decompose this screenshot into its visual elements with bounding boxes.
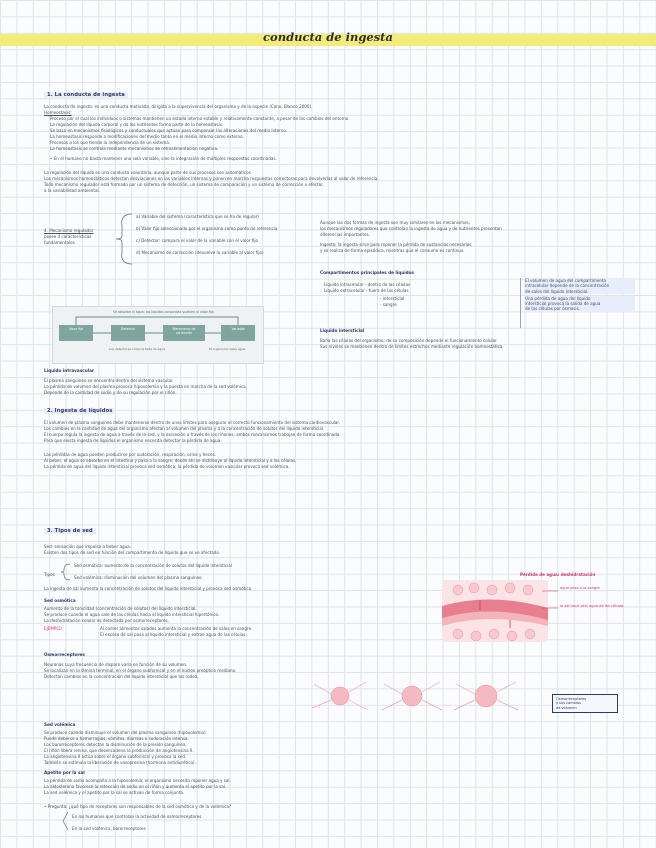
liquid-heading: Líquido intravascular bbox=[44, 368, 94, 373]
diagram-arrows bbox=[53, 307, 263, 363]
sec1-line: • En el humano no basta mantener una sola variable, sino la integración de múltiples respuestas coordinadas. bbox=[50, 156, 277, 161]
sodium-heading: Apetito por la sal bbox=[44, 770, 85, 775]
sec1-line: Los mecanismos homeostáticos detectan desviaciones en las variables internas y ponen en marcha respuestas correctoras para devolverlas al valor de referencia. bbox=[44, 176, 379, 181]
volemic-line: Puede deberse a hemorragias, vómitos, diarreas o sudoración intensa. bbox=[44, 736, 189, 741]
sec3-line: Sed: sensación que impulsa a beber agua. bbox=[44, 544, 132, 549]
regulator-right-line: y se realiza de forma episódica, mientras que el consumo es continuo. bbox=[320, 248, 465, 253]
regulator-label: 4. Mecanismo regulador bbox=[44, 228, 94, 233]
compartments-heading: Compartimentos principales de líquidos bbox=[320, 270, 415, 275]
arrow-icon bbox=[538, 588, 560, 612]
diagram-node: Variable bbox=[221, 325, 255, 341]
compartment-line: Líquido intracelular - dentro de las células bbox=[324, 282, 411, 287]
side-note-line: El volumen de agua del compartimento bbox=[525, 278, 635, 283]
figure-label: agua pasa a la sangre bbox=[560, 586, 600, 590]
sec2-line: Para que exista ingesta de líquidos el organismo necesita detectar la pérdida de agua. bbox=[44, 438, 222, 443]
volemic-heading: Sed volémica bbox=[44, 722, 76, 727]
sec3-line: Existen dos tipos de sed en función del compartimento de líquido que se ve afectado. bbox=[44, 550, 221, 555]
osmoreceptor-line: Detectan cambios en la concentración del líquido intersticial que los rodea. bbox=[44, 674, 199, 679]
volemic-line: También se estimula la liberación de vasopresina (hormona antidiurética). bbox=[44, 760, 196, 765]
regulator-right-line: diferencias importantes. bbox=[320, 232, 370, 237]
diagram-node: Detector bbox=[111, 325, 145, 341]
osmotic-heading: Sed osmótica bbox=[44, 598, 76, 603]
sec1-line: Proceso por el cual los individuos o sistemas mantienen un estado interno estable y relativamente constante, a pesar de los cambios del entorno. bbox=[50, 116, 350, 121]
box-line: Osmorreceptores bbox=[556, 697, 587, 701]
volemic-line: Se produce cuando disminuye el volumen del plasma sanguíneo (hipovolemia). bbox=[44, 730, 207, 735]
osmotic-line: La deshidratación celular es detectada por osmorreceptores. bbox=[44, 618, 169, 623]
page-title: conducta de ingesta bbox=[263, 30, 393, 44]
side-note-line: Una pérdida de agua del líquido bbox=[525, 296, 635, 301]
diagram-node: Valor fijo bbox=[59, 325, 93, 341]
regulator-right-line: Ingesta: la ingesta sirve para reponer la pérdida de sustancias necesarias bbox=[320, 242, 472, 247]
volemic-line: Los barorreceptores detectan la disminución de la presión sanguínea. bbox=[44, 742, 187, 747]
regulator-item: b) Valor fijo seleccionado por el organismo como punto de referencia bbox=[136, 226, 278, 231]
sec1-line: La homeostasis responde a modificaciones del medio tanto en el medio interno como externo. bbox=[50, 134, 244, 139]
example-line: El exceso de sal pasa al líquido intersticial y extrae agua de las células. bbox=[100, 632, 247, 637]
brace-icon bbox=[60, 562, 72, 582]
regulator-item: c) Detector: compara el valor de la variable con el valor fijo bbox=[136, 238, 259, 243]
sodium-line: La aldosterona favorece la retención de sodio en el riñón y aumenta el apetito por la sal. bbox=[44, 784, 227, 789]
sec1-line: Todo mecanismo regulador está formado por un sistema de detección, un sistema de comparación y un sistema de corrección o efector. bbox=[44, 182, 324, 187]
brace-icon bbox=[60, 810, 70, 832]
sec1-line: La regulación del líquido corporal y de los nutrientes forma parte de la homeostasis. bbox=[50, 122, 224, 127]
side-note-line: intracelular depende de la concentración bbox=[525, 283, 635, 288]
diagram-bottom-note: Los detectores notan la falta de agua bbox=[109, 347, 166, 351]
sec1-line: La conducta de ingesta: es una conducta motivada, dirigida a la supervivencia del organismo y de la especie (Cano, Blanco 2000). bbox=[44, 104, 313, 109]
compartment-line: Líquido extracelular - fuera de las células bbox=[324, 288, 409, 293]
answer-line: En los humanos que controlan la actividad de osmorreceptores bbox=[72, 814, 202, 819]
cell-dehydration-figure bbox=[440, 578, 550, 644]
figure-label: la sal hace salir agua de las células bbox=[560, 604, 624, 608]
box-line: y sus cambios bbox=[556, 701, 581, 706]
sec2-line: La pérdida de agua del líquido intersticial provoca sed osmótica; la pérdida de volumen vascular provoca sed volémica. bbox=[44, 464, 290, 469]
sec1-line: Homeostasis: bbox=[44, 110, 72, 115]
homeostasis-diagram bbox=[52, 306, 264, 364]
sec2-line: Los cambios en la cantidad de agua del organismo afectan al volumen del plasma y a la concentración de solutos del líquido intersticial. bbox=[44, 426, 325, 431]
figure-caption: Pérdida de agua: deshidratación bbox=[520, 572, 596, 577]
sec3-after: La ingesta de sal aumenta la concentración de solutos del líquido intersticial y provoca sed osmótica. bbox=[44, 586, 253, 591]
type-item: Sed osmótica: aumento de la concentración de solutos del líquido intersticial bbox=[74, 563, 232, 568]
box-line: de volumen bbox=[556, 705, 577, 710]
brace-icon bbox=[114, 212, 134, 266]
example-label: EJEMPLO bbox=[44, 626, 62, 631]
liquid-line: El plasma sanguíneo se encuentra dentro del sistema vascular. bbox=[44, 378, 174, 383]
side-note-line: de las células por ósmosis. bbox=[525, 306, 635, 311]
sec1-line: Se basa en mecanismos fisiológicos y conductuales que actúan para compensar las alteraciones del medio interno. bbox=[50, 128, 288, 133]
sec2-line: El cuerpo regula la ingesta de agua a través de la sed, y la excreción a través de los riñones; ambos mecanismos trabajan de forma coordinada. bbox=[44, 432, 341, 437]
sec2-line: Las pérdidas de agua pueden producirse por sudoración, respiración, orina y heces. bbox=[44, 452, 217, 457]
diagram-node: Mecanismo de corrección bbox=[163, 325, 205, 341]
regulator-label: fundamentales bbox=[44, 240, 75, 245]
section-heading-3: 3. Tipos de sed bbox=[44, 528, 96, 534]
sodium-line: La sed volémica y el apetito por la sal se activan de forma conjunta. bbox=[44, 790, 185, 795]
osmotic-line: Se produce cuando el agua sale de las células hacia el líquido intersticial hipertónico. bbox=[44, 612, 220, 617]
intersticial-line: Sus niveles se mantienen dentro de límites estrechos mediante regulación homeostática. bbox=[320, 344, 504, 349]
volemic-line: La angiotensina II actúa sobre el órgano subfornical y provoca la sed. bbox=[44, 754, 187, 759]
intersticial-heading: Líquido intersticial bbox=[320, 328, 365, 333]
diagram-top-note: Se absorbe el agua: los líquidos corporales vuelven al valor fijo bbox=[113, 310, 214, 314]
type-item: Sed volémica: disminución del volumen del plasma sanguíneo bbox=[74, 575, 202, 580]
compartment-line: - sangre bbox=[380, 302, 397, 307]
sec2-line: Al beber, el agua se absorbe en el intestino y pasa a la sangre; desde ahí se distribuye al líquido intersticial y a las células. bbox=[44, 458, 297, 463]
regulator-right-line: los mecanismos reguladores que controlan la ingesta de agua y de nutrientes presentan bbox=[320, 226, 502, 231]
regulator-item: a) Variable del sistema (característica que se ha de regular) bbox=[136, 214, 259, 219]
regulator-label: posee 4 características bbox=[44, 234, 92, 239]
compartments-side-note bbox=[520, 278, 637, 328]
osmoreceptor-line: Neuronas cuya frecuencia de disparo varía en función de su volumen. bbox=[44, 662, 188, 667]
intersticial-line: Baña las células del organismo; de su composición depende el funcionamiento celular. bbox=[320, 338, 498, 343]
liquid-line: La pérdida de volumen del plasma provoca hipovolemia y la puesta en marcha de la sed volémica. bbox=[44, 384, 247, 389]
side-note-line: de sales del líquido intersticial. bbox=[525, 289, 635, 294]
sec2-line: El volumen de plasma sanguíneo debe mantenerse dentro de unos límites para asegurar el correcto funcionamiento del sistema cardiovascular. bbox=[44, 420, 341, 425]
regulator-item: d) Mecanismo de corrección (devuelve la variable al valor fijo) bbox=[136, 250, 264, 255]
section-heading-1: 1. La conducta de ingesta bbox=[44, 92, 128, 98]
types-label: Tipos bbox=[44, 572, 55, 577]
volemic-line: El riñón libera renina, que desencadena la producción de angiotensina II. bbox=[44, 748, 194, 753]
liquid-line: Depende de la cantidad de sodio y de su regulación por el riñón. bbox=[44, 390, 177, 395]
osmoreceptor-line: Se localizan en la lámina terminal, en el órgano subfornical y en el núcleo preóptico mediano. bbox=[44, 668, 237, 673]
osmoreceptors-box bbox=[552, 694, 618, 713]
section-heading-2: 2. Ingesta de líquidos bbox=[44, 408, 115, 414]
regulator-right-line: Aunque las dos formas de ingesta son muy similares en los mecanismos, bbox=[320, 220, 470, 225]
sec1-line: Procesos a los que tiende la independencia de un sistema. bbox=[50, 140, 171, 145]
osmotic-line: Aumento de la tonicidad (concentración de solutos) del líquido intersticial. bbox=[44, 606, 197, 611]
side-note-line: intersticial provoca la salida de agua bbox=[525, 301, 635, 306]
sodium-line: La pérdida de sodio acompaña a la hipovolemia; el organismo necesita reponer agua y sal. bbox=[44, 778, 231, 783]
sec1-line: La homeostasis se controla mediante mecanismos de retroalimentación negativa. bbox=[50, 146, 219, 151]
osmoreceptors-heading: Osmorreceptores bbox=[44, 652, 85, 657]
answer-line: En la sed volémica, barorreceptores bbox=[72, 826, 146, 831]
question: • Pregunta: ¿qué tipo de receptores son responsables de la sed osmótica y de la volémica? bbox=[44, 804, 232, 809]
sec1-line: La regulación del líquido es una conducta voluntaria, aunque parte de sus procesos son automáticos. bbox=[44, 170, 253, 175]
sec1-line: a la variabilidad ambiental. bbox=[44, 188, 100, 193]
neuron-figure bbox=[300, 676, 530, 718]
diagram-bottom-note: El organismo bebe agua bbox=[209, 347, 246, 351]
compartment-line: - intersticial bbox=[380, 296, 405, 301]
example-line: Al comer alimentos salados aumenta la concentración de sales en sangre. bbox=[100, 626, 253, 631]
